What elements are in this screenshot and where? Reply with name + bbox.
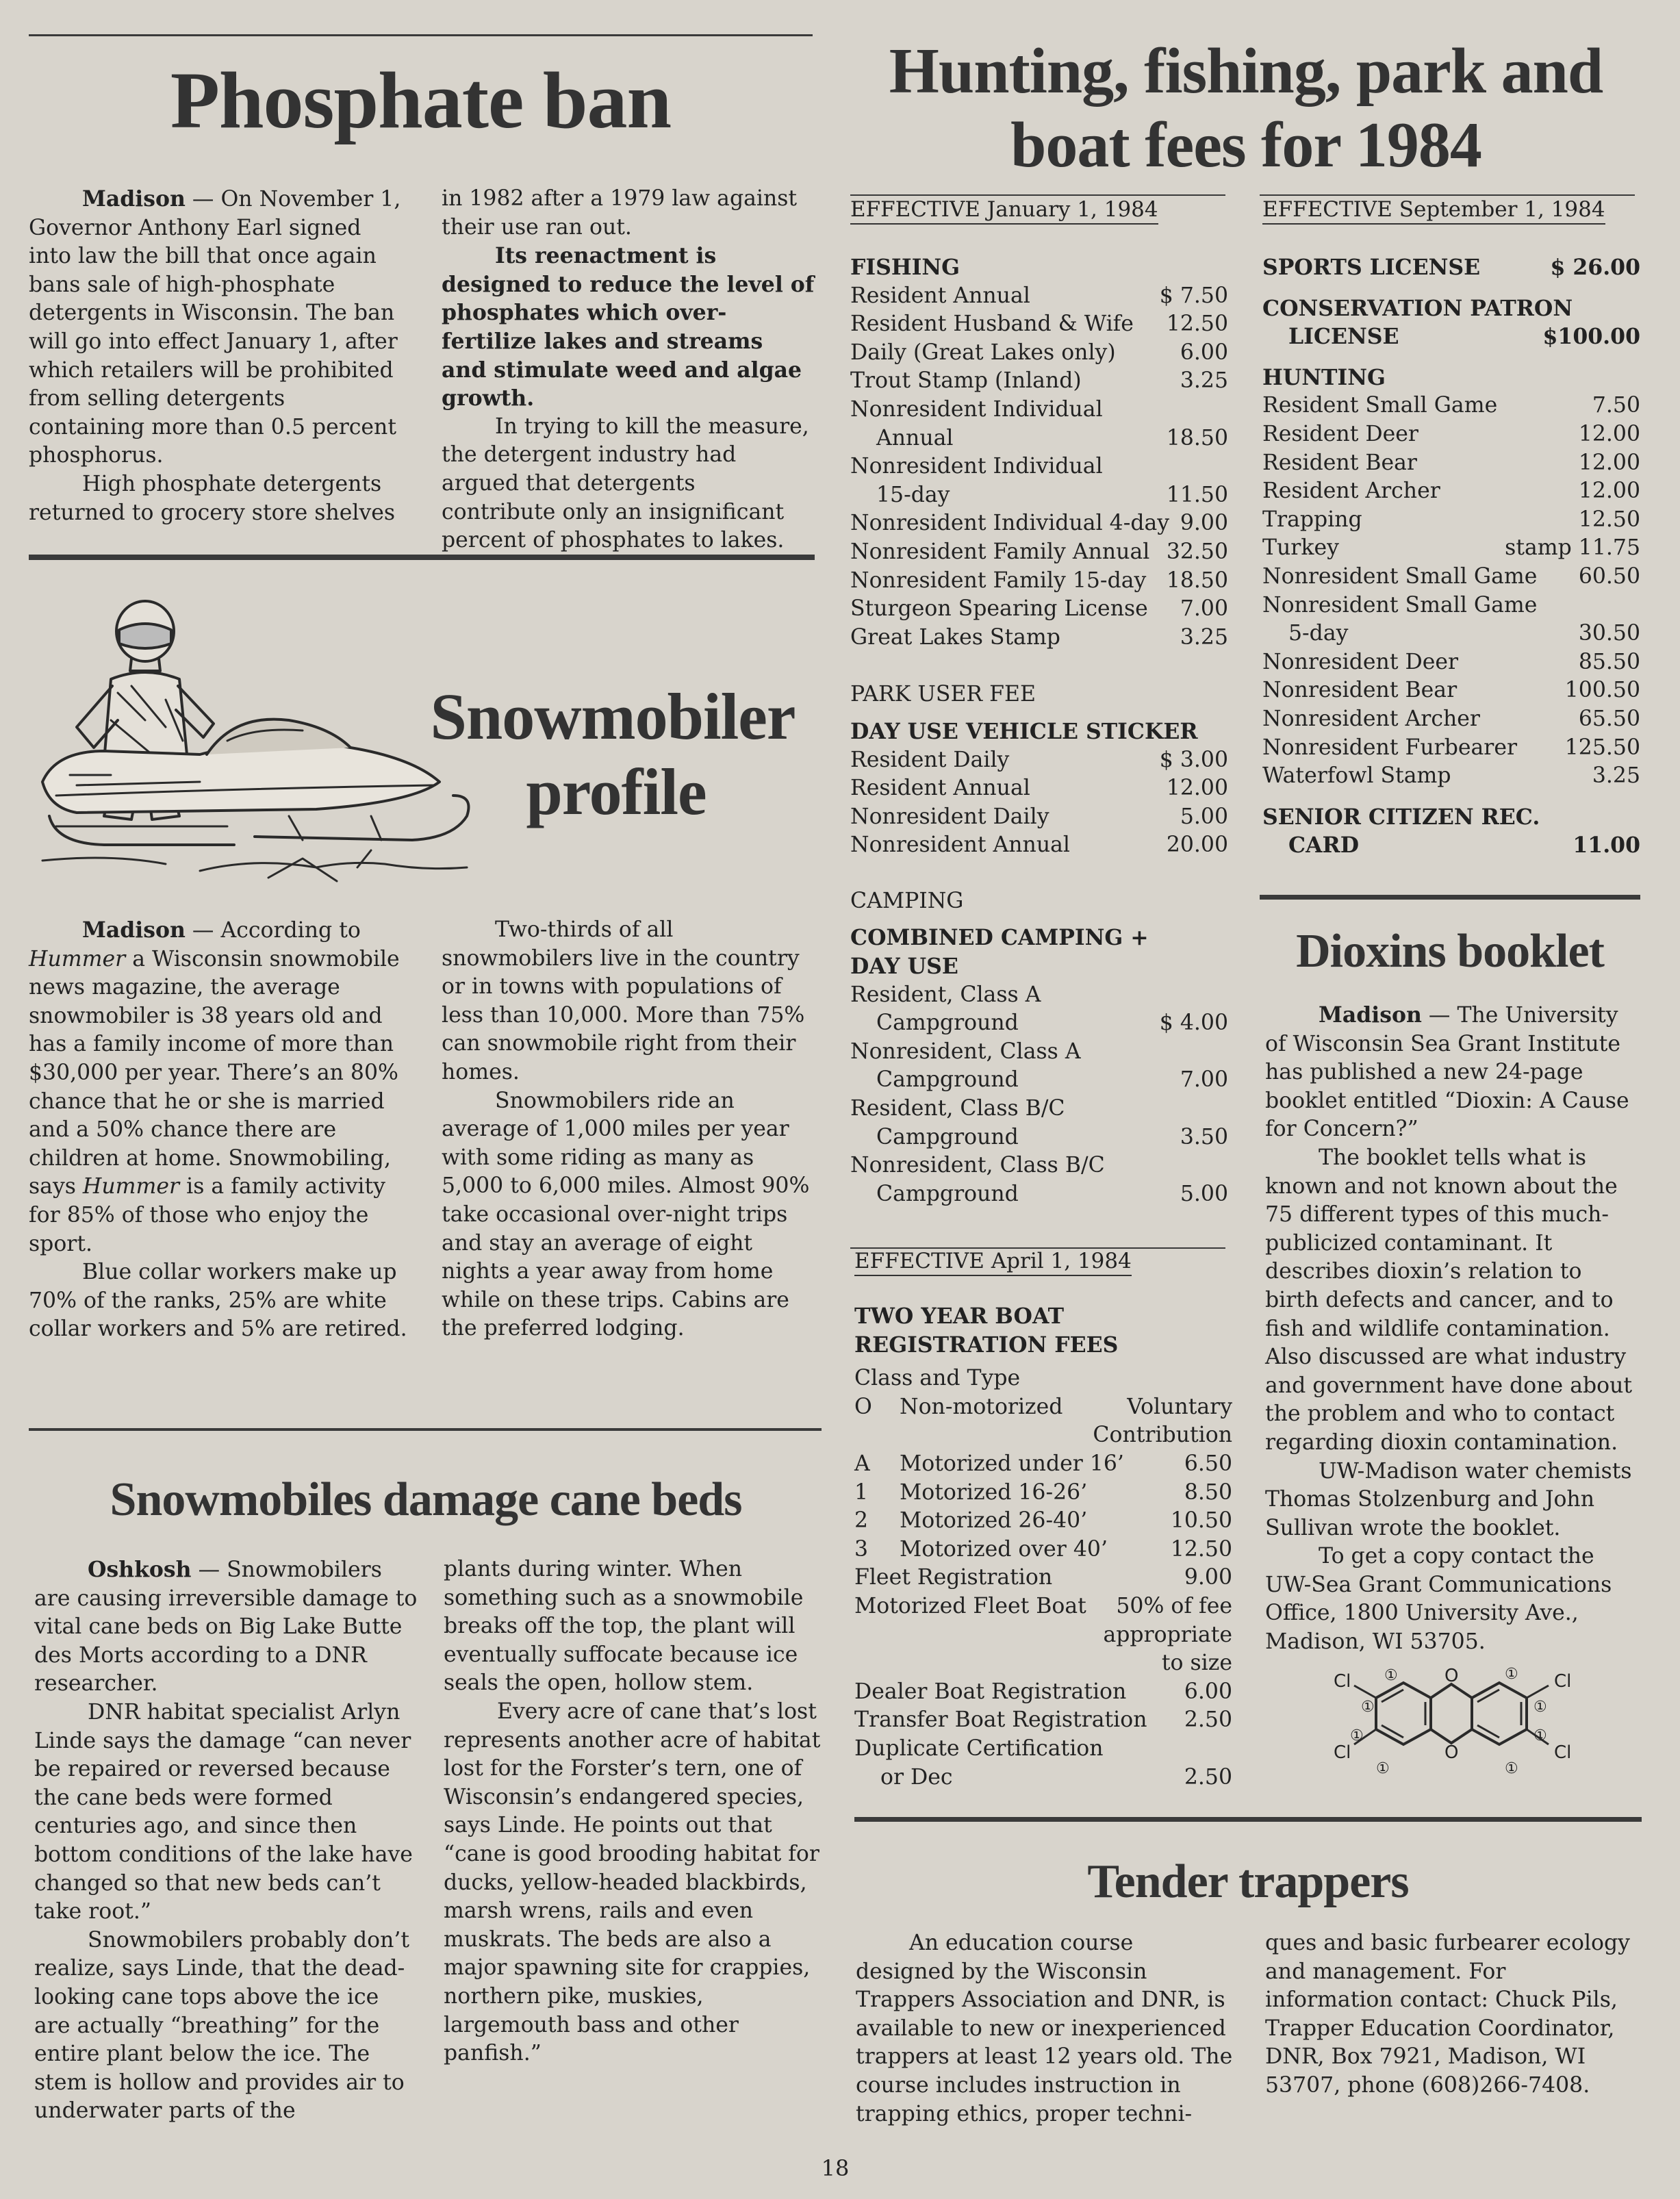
cane-col2-p1: plants during winter. When something such as a snowmobile breaks off the top, the plant will eventually suffocate because ice seals the open, hollow stem. [444, 1557, 804, 1696]
hunting-list [1262, 392, 1640, 790]
hunting-fee-name: Resident Bear [1262, 450, 1417, 475]
hunting-fee-name: Waterfowl Stamp [1262, 763, 1451, 789]
apr-column [854, 1247, 1232, 1792]
hunting-fee-name: Nonresident Furbearer [1262, 735, 1518, 760]
hunting-fee-amount: 125.50 [1564, 735, 1640, 760]
fishing-fee-amount: 32.50 [1166, 539, 1228, 564]
senior-heading-2: CARD [1288, 832, 1360, 859]
hunting-fee-name: Trapping [1262, 507, 1362, 532]
hunting-fee-row [1262, 734, 1640, 763]
fleet-boat-amt2: appropriate [1103, 1622, 1232, 1647]
hunting-fee-amount: 85.50 [1578, 649, 1640, 674]
boat-fee-amount: 2.50 [1184, 1707, 1232, 1733]
other-boat-list [854, 1678, 1232, 1792]
fishing-fee-amount: 11.50 [1166, 482, 1228, 507]
phosphate-p2: High phosphate detergents returned to grocery store shelves [29, 471, 396, 525]
dioxins-headline: Dioxins booklet [1296, 925, 1604, 978]
jan-label [850, 196, 1228, 223]
fleet-boat-row [854, 1592, 1232, 1621]
fishing-fee-name: Trout Stamp (Inland) [850, 368, 1082, 394]
o-label-1: O [1444, 1666, 1459, 1686]
snowmobiler-col1 [29, 916, 409, 1344]
fishing-fee-row [850, 310, 1228, 339]
camping-fee-row [850, 1038, 1228, 1067]
patron-heading-2: LICENSE [1288, 324, 1399, 350]
hunting-fee-name: Nonresident Archer [1262, 706, 1480, 731]
snowmobiler-bottom-rule [29, 1428, 822, 1431]
camping-fee-name: Campground [876, 1067, 1019, 1093]
boat-class-amount: 8.50 [1184, 1479, 1232, 1505]
sep-label [1262, 196, 1640, 223]
boat-fee-name: Transfer Boat Registration [854, 1707, 1147, 1733]
boat-fee-name: or Dec [880, 1764, 953, 1790]
class-o-amt1: Voluntary [1127, 1394, 1232, 1419]
hunting-fee-amount: 30.50 [1578, 621, 1640, 646]
snowmobiler-p1d: Hummer [82, 1174, 180, 1199]
camping-fee-amount: 3.50 [1180, 1124, 1228, 1149]
park-fee-name: Resident Daily [850, 747, 1010, 772]
phosphate-col1 [29, 185, 405, 527]
boat-heading-2: REGISTRATION FEES [854, 1332, 1119, 1358]
snowmobiler-headline [411, 679, 815, 830]
boat-fee-row [854, 1735, 1232, 1764]
hunting-fee-amount: 12.50 [1578, 507, 1640, 532]
fishing-fee-name: Nonresident Individual [850, 396, 1103, 422]
fishing-fee-row [850, 538, 1228, 567]
cane-p2: DNR habitat specialist Arlyn Linde says the damage “can never be repaired or reversed because the cane beds were formed centuries ago, and since then bottom conditions of the lake have changed so that new beds can’t take root.” [34, 1699, 413, 1924]
hunting-fee-row [1262, 506, 1640, 535]
dioxins-top-rule [1260, 895, 1640, 900]
boat-class-row [854, 1507, 1232, 1536]
hunting-fee-name: Resident Small Game [1262, 393, 1498, 418]
park-fee-amount: $ 3.00 [1159, 747, 1228, 772]
hunting-fee-amount: 60.50 [1578, 563, 1640, 589]
trappers-col2 [1265, 1929, 1640, 2100]
hunting-fee-amount: 12.00 [1578, 421, 1640, 446]
apr-label-text: EFFECTIVE April 1, 1984 [854, 1249, 1132, 1276]
park-label: PARK USER FEE [850, 682, 1036, 707]
fishing-fee-row [850, 282, 1228, 311]
fishing-fee-row [850, 624, 1228, 652]
fishing-fee-row [850, 424, 1228, 453]
hunting-fee-row [1262, 392, 1640, 420]
boat-fee-name: Dealer Boat Registration [854, 1679, 1127, 1704]
boat-class-row [854, 1536, 1232, 1564]
cl-label-3: Cl [1554, 1671, 1572, 1692]
hunting-fee-name: Turkey [1262, 535, 1339, 561]
fishing-fee-row [850, 509, 1228, 538]
fleet-boat-name: Motorized Fleet Boat [854, 1593, 1086, 1618]
position-mark-5: ① [1505, 1666, 1518, 1683]
fishing-fee-name: Nonresident Individual 4-day [850, 511, 1170, 536]
cl-label-2: Cl [1334, 1742, 1351, 1763]
trappers-p1: An education course designed by the Wisconsin Trappers Association and DNR, is available to new or inexperienced trappers at least 12 years old. The course includes instruction in trapping ethics, proper techni- [856, 1931, 1233, 2126]
boat-class-key: 1 [854, 1479, 869, 1505]
hunting-fee-row [1262, 762, 1640, 791]
camping-fee-row [850, 981, 1228, 1010]
hunting-fee-name: Nonresident Small Game [1262, 563, 1538, 589]
position-mark-2: ① [1350, 1727, 1364, 1744]
snowmobiler-headline-line2: profile [526, 755, 707, 828]
senior-heading-1: SENIOR CITIZEN REC. [1262, 804, 1540, 830]
snowmobiler-col2-p2: Snowmobilers ride an average of 1,000 miles per year with some riding as many as 5,000 to 6,000 miles. Almost 90% take occasional over-night trips and stay an average of eight nights a year away from home while on these trips. Cabins are the preferred lodging. [442, 1088, 810, 1341]
snowmobiler-p1c: a Wisconsin snowmobile news magazine, the average snowmobiler is 38 years old and has a family income of more than $30,000 per year. There’s an 80% chance that he or she is married and a 50% chance there are children at home. Snowmobiling, says [29, 946, 400, 1199]
hunting-fee-amount: 100.50 [1564, 678, 1640, 703]
fishing-fee-name: Daily (Great Lakes only) [850, 340, 1116, 365]
boat-class-row [854, 1479, 1232, 1508]
fleet-reg-amt: 9.00 [1184, 1565, 1232, 1590]
fees-headline-line1: Hunting, fishing, park and [889, 36, 1603, 107]
park-fee-amount: 20.00 [1166, 832, 1228, 858]
boat-heading-1: TWO YEAR BOAT [854, 1304, 1065, 1329]
fishing-fee-row [850, 481, 1228, 510]
phosphate-dateline: Madison [82, 186, 186, 212]
boat-class-amount: 6.50 [1184, 1451, 1232, 1476]
camping-fee-row [850, 1123, 1228, 1152]
phosphate-p1: — On November 1, Governor Anthony Earl signed into law the bill that once again bans sale of high-phosphate detergents in Wisconsin. The ban will go into effect January 1, after which retailers will be prohibited from selling detergents containing more than 0.5 percent phosphorus. [29, 187, 401, 468]
camping-fee-row [850, 1152, 1228, 1180]
trappers-col1 [856, 1929, 1236, 2128]
camping-fee-name: Campground [876, 1124, 1019, 1149]
phosphate-col2-p3: In trying to kill the measure, the detergent industry had argued that detergents contribute only an insignificant percent of phosphates to lakes. [442, 414, 809, 553]
camping-fee-amount: 5.00 [1180, 1181, 1228, 1206]
camping-fee-name: Nonresident, Class B/C [850, 1153, 1105, 1178]
cl-label-1: Cl [1334, 1671, 1351, 1692]
camping-heading-2: DAY USE [850, 954, 958, 980]
fishing-fee-name: Nonresident Family 15-day [850, 568, 1147, 593]
camping-fee-row [850, 1066, 1228, 1095]
boat-fee-amount: 2.50 [1184, 1764, 1232, 1790]
boat-class-amount: 10.50 [1170, 1508, 1232, 1534]
position-mark-7: ① [1533, 1727, 1547, 1744]
fishing-fee-amount: 3.25 [1180, 368, 1228, 394]
fleet-reg-name: Fleet Registration [854, 1565, 1053, 1590]
dioxins-p3: UW-Madison water chemists Thomas Stolzenburg and John Sullivan wrote the booklet. [1265, 1458, 1632, 1540]
hunting-fee-row [1262, 648, 1640, 677]
left-ring [1376, 1683, 1431, 1744]
position-mark-4: ① [1384, 1667, 1398, 1684]
dioxins-p1: — The University of Wisconsin Sea Grant Institute has published a new 24-page booklet entitled “Dioxin: A Cause for Concern?” [1265, 1003, 1629, 1142]
fishing-fee-name: Great Lakes Stamp [850, 624, 1060, 650]
camping-fee-name: Nonresident, Class A [850, 1039, 1081, 1064]
cane-p1: — Snowmobilers are causing irreversible damage to vital cane beds on Big Lake Butte des Morts according to a DNR researcher. [34, 1558, 418, 1696]
senior-amt: 11.00 [1573, 832, 1640, 859]
boat-class-amount: 12.50 [1170, 1536, 1232, 1562]
fishing-fee-row [850, 396, 1228, 424]
hunting-fee-row [1262, 420, 1640, 449]
boat-class-name: Motorized 26-40’ [900, 1508, 1088, 1534]
top-rule-left [29, 34, 813, 36]
fishing-fee-row [850, 595, 1228, 624]
jan-label-text: EFFECTIVE January 1, 1984 [850, 197, 1158, 225]
hunting-fee-amount: 3.25 [1592, 763, 1640, 789]
boat-class-name: Motorized under 16’ [900, 1451, 1124, 1476]
camping-label: CAMPING [850, 888, 964, 913]
snowmobiler-headline-line1: Snowmobiler [430, 680, 796, 753]
park-fee-amount: 5.00 [1180, 804, 1228, 829]
boat-class-name: Motorized over 40’ [900, 1536, 1108, 1562]
trappers-headline: Tender trappers [1087, 1855, 1409, 1908]
fleet-boat-amt3: to size [1161, 1651, 1232, 1676]
fishing-fee-amount: $ 7.50 [1159, 283, 1228, 308]
fishing-fee-name: Nonresident Family Annual [850, 539, 1150, 564]
fishing-fee-row [850, 339, 1228, 368]
hunting-fee-name: Nonresident Deer [1262, 649, 1459, 674]
boat-fee-row [854, 1706, 1232, 1735]
fishing-fee-amount: 7.00 [1180, 596, 1228, 622]
sports-license-amt: $ 26.00 [1550, 255, 1640, 280]
park-fee-name: Nonresident Annual [850, 832, 1070, 858]
position-mark-6: ① [1533, 1699, 1547, 1716]
hunting-fee-name: Resident Archer [1262, 479, 1440, 504]
hunting-fee-name: 5-day [1288, 621, 1349, 646]
page-number: 18 [821, 2155, 850, 2181]
fishing-fee-amount: 9.00 [1180, 511, 1228, 536]
position-mark-3: ① [1376, 1760, 1390, 1777]
park-fee-row [850, 831, 1228, 860]
camping-fee-row [850, 1095, 1228, 1123]
class-o-name: Non-motorized [900, 1394, 1063, 1419]
dioxins-dateline: Madison [1319, 1002, 1422, 1028]
camping-fee-name: Campground [876, 1010, 1019, 1036]
sep-column [1262, 196, 1640, 860]
phosphate-col2 [442, 185, 815, 555]
fishing-fee-row [850, 453, 1228, 481]
park-fee-row [850, 746, 1228, 775]
snowmobiler-col2 [442, 916, 815, 1343]
snowmobiler-col2-p1: Two-thirds of all snowmobilers live in the country or in towns with populations of less than 10,000. More than 75% can snowmobile right from their homes. [442, 917, 805, 1084]
apr-label [854, 1247, 1232, 1275]
boat-class-key: A [854, 1451, 870, 1476]
park-fee-row [850, 803, 1228, 832]
hunting-fee-row [1262, 705, 1640, 734]
boat-class-key: 2 [854, 1508, 869, 1534]
dioxin-bonds [1354, 1683, 1549, 1744]
snowmobiler-p2: Blue collar workers make up 70% of the ranks, 25% are white collar workers and 5% are retired. [29, 1260, 407, 1342]
phosphate-col2-p1: in 1982 after a 1979 law against their use ran out. [442, 186, 798, 240]
hunting-fee-row [1262, 534, 1640, 563]
hunting-fee-name: Nonresident Bear [1262, 678, 1458, 703]
cane-col2 [444, 1555, 824, 2068]
camping-fee-amount: $ 4.00 [1159, 1010, 1228, 1036]
position-mark-1: ① [1361, 1699, 1375, 1716]
class-o-row [854, 1393, 1232, 1422]
hunting-fee-amount: 65.50 [1578, 706, 1640, 731]
camping-fee-name: Campground [876, 1181, 1019, 1206]
camping-heading-1: COMBINED CAMPING + [850, 925, 1149, 951]
park-fee-name: Resident Annual [850, 776, 1030, 801]
snowmobiler-dateline: Madison [82, 917, 186, 943]
class-list [854, 1450, 1232, 1564]
fishing-fee-name: Nonresident Individual [850, 454, 1103, 479]
hunting-fee-row [1262, 563, 1640, 592]
snowmobiler-p1e: is a family activity for 85% of those who enjoy the sport. [29, 1174, 385, 1256]
fishing-fee-name: Annual [876, 425, 954, 450]
sep-label-text: EFFECTIVE September 1, 1984 [1262, 197, 1605, 225]
phosphate-headline: Phosphate ban [170, 55, 672, 145]
hunting-fee-row [1262, 449, 1640, 478]
camping-fee-amount: 7.00 [1180, 1067, 1228, 1093]
hunting-fee-row [1262, 676, 1640, 705]
fees-headline [835, 34, 1657, 182]
cane-dateline: Oshkosh [88, 1557, 192, 1582]
camping-list [850, 981, 1228, 1209]
camping-fee-row [850, 1009, 1228, 1038]
class-o-amt2: Contribution [1093, 1423, 1232, 1448]
fishing-fee-name: Sturgeon Spearing License [850, 596, 1148, 622]
camping-fee-name: Resident, Class B/C [850, 1096, 1065, 1121]
fishing-fee-name: 15-day [876, 482, 950, 507]
snowmobiler-p1a: — According to [185, 918, 361, 943]
boat-class-name: Motorized 16-26’ [900, 1479, 1088, 1505]
park-list [850, 746, 1228, 860]
dioxins-body [1265, 1001, 1642, 1657]
class-o-key: O [854, 1394, 872, 1419]
fishing-fee-amount: 12.50 [1166, 312, 1228, 337]
park-heading: DAY USE VEHICLE STICKER [850, 718, 1198, 744]
class-and-type: Class and Type [854, 1366, 1021, 1391]
fishing-fee-amount: 3.25 [1180, 624, 1228, 650]
senior-row [1262, 831, 1640, 860]
o-label-2: O [1444, 1742, 1459, 1763]
jan-column [850, 196, 1228, 1208]
hunting-fee-amount: 12.00 [1578, 479, 1640, 504]
hunting-fee-row [1262, 477, 1640, 506]
fishing-fee-name: Resident Husband & Wife [850, 312, 1134, 337]
boat-class-row [854, 1450, 1232, 1479]
snowmobiler-p1b: Hummer [29, 946, 126, 971]
fishing-fee-amount: 18.50 [1166, 425, 1228, 450]
hunting-fee-name: Resident Deer [1262, 421, 1418, 446]
park-fee-name: Nonresident Daily [850, 804, 1049, 829]
phosphate-col2-p2: Its reenactment is designed to reduce the level of phosphates which over-fertilize lakes and streams and stimulate weed and algae growth. [442, 243, 815, 411]
dioxin-molecule-diagram [1301, 1664, 1602, 1794]
park-fee-row [850, 774, 1228, 803]
camping-fee-name: Resident, Class A [850, 982, 1041, 1007]
cane-col1 [34, 1555, 418, 2126]
cane-col2-p2: Every acre of cane that’s lost represents another acre of habitat lost for the Forster’s tern, one of Wisconsin’s endangered species, says Linde. He points out that “cane is good brooding habitat for ducks, yellow-headed blackbirds, marsh wrens, rails and even muskrats. The beds are also a major spawning site for crappies, northern pike, muskies, largemouth bass and other panfish.” [444, 1699, 821, 2066]
patron-row [1262, 322, 1640, 351]
boat-fee-row [854, 1764, 1232, 1792]
patron-amt: $100.00 [1542, 324, 1640, 350]
fleet-boat-amt1: 50% of fee [1116, 1593, 1232, 1618]
dioxins-p4: To get a copy contact the UW-Sea Grant Communications Office, 1800 University Ave., Madison, WI 53705. [1265, 1544, 1612, 1655]
fishing-fee-row [850, 567, 1228, 596]
dioxins-p2: The booklet tells what is known and not known about the 75 different types of this much-publicized contaminant. It describes dioxin’s relation to birth defects and cancer, and to fish and wildlife contamination. Also discussed are what industry and government have done about the problem and who to contact regarding dioxin contamination. [1265, 1145, 1633, 1455]
trappers-top-rule [854, 1817, 1642, 1822]
fees-headline-line2: boat fees for 1984 [1010, 110, 1481, 181]
trappers-p2: ques and basic furbearer ecology and management. For information contact: Chuck Pils, Trapper Education Coordinator, DNR, Box 7921, Madison, WI 53707, phone (608)266-7408. [1265, 1931, 1630, 2098]
position-mark-8: ① [1505, 1760, 1518, 1777]
fishing-fee-amount: 18.50 [1166, 568, 1228, 593]
fishing-fee-amount: 6.00 [1180, 340, 1228, 365]
cane-p3: Snowmobilers probably don’t realize, says Linde, that the dead-looking cane tops above the ice are actually “breathing” for the entire plant below the ice. The stem is hollow and provides air to underwater parts of the [34, 1927, 410, 2124]
phosphate-bottom-rule [29, 555, 815, 560]
fleet-reg-row [854, 1564, 1232, 1592]
hunting-fee-amount: 7.50 [1592, 393, 1640, 418]
fishing-list [850, 282, 1228, 652]
park-fee-amount: 12.00 [1166, 776, 1228, 801]
fishing-fee-row [850, 367, 1228, 396]
right-ring [1472, 1683, 1527, 1744]
fishing-heading: FISHING [850, 255, 960, 280]
hunting-fee-amount: stamp 11.75 [1505, 535, 1640, 561]
hunting-fee-name: Nonresident Small Game [1262, 592, 1538, 618]
fishing-fee-name: Resident Annual [850, 283, 1030, 308]
boat-fee-row [854, 1678, 1232, 1707]
boat-fee-name: Duplicate Certification [854, 1736, 1104, 1761]
patron-heading-1: CONSERVATION PATRON [1262, 295, 1573, 321]
camping-fee-row [850, 1180, 1228, 1209]
boat-fee-amount: 6.00 [1184, 1679, 1232, 1704]
cl-label-4: Cl [1554, 1742, 1572, 1763]
hunting-fee-row [1262, 592, 1640, 620]
hunting-fee-row [1262, 620, 1640, 648]
hunting-fee-amount: 12.00 [1578, 450, 1640, 475]
hunting-heading: HUNTING [1262, 364, 1386, 390]
sports-license-name: SPORTS LICENSE [1262, 255, 1481, 280]
cane-headline: Snowmobiles damage cane beds [110, 1473, 742, 1526]
sports-license-row [1262, 253, 1640, 282]
boat-class-key: 3 [854, 1536, 869, 1562]
